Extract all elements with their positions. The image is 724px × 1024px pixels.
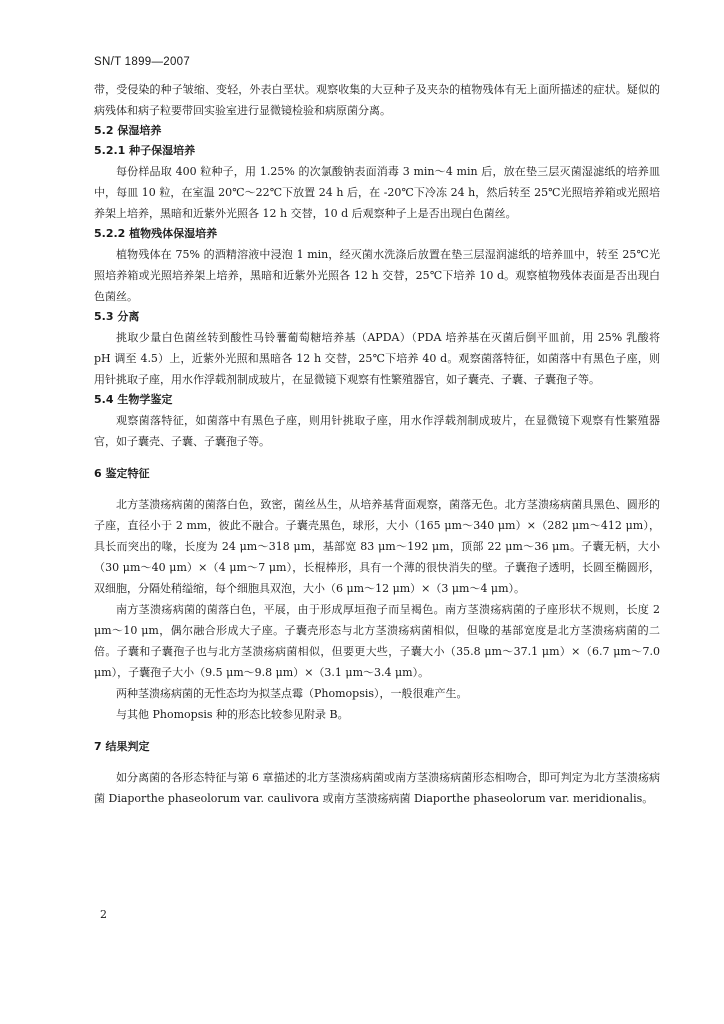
paragraph-7: 如分离菌的各形态特征与第 6 章描述的北方茎溃疡病菌或南方茎溃疡病菌形态相吻合，即可判定为北方茎溃疡病菌 Diaporthe phaseolorum var. caulivora 或南方茎溃疡病菌 Diaporthe phaseolorum var. meridionalis。 [94, 771, 660, 805]
paragraph-6-4: 与其他 Phomopsis 种的形态比较参见附录 B。 [116, 708, 349, 721]
paragraph-6-2: 南方茎溃疡病菌的菌落白色，平展，由于形成厚垣孢子而呈褐色。南方茎溃疡病菌的子座形状不规则，长度 2 μm～10 μm，偶尔融合形成大子座。子囊壳形态与北方茎溃疡病菌相似，但喙的基部宽度是北方茎溃疡病菌的二倍。子囊和子囊孢子也与北方茎溃疡病菌相似，但要更大些，子囊大小（35.8 μm～37.1 μm）×（6.7 μm～7.0 μm），子囊孢子大小（9.5 μm～9.8 μm）×（3.1 μm～3.4 μm）。 [94, 603, 660, 679]
paragraph-6-1: 北方茎溃疡病菌的菌落白色，致密，菌丝丛生，从培养基背面观察，菌落无色。北方茎溃疡病菌具黑色、圆形的子座，直径小于 2 mm，彼此不融合。子囊壳黑色，球形，大小（165 μm～340 μm）×（282 μm～412 μm），具长而突出的喙，长度为 24 μm～318 μm，基部宽 83 μm～192 μm，顶部 22 μm～36 μm。子囊无柄，大小（30 μm～40 μm）×（4 μm～7 μm），长棍棒形，具有一个薄的很快消失的壁。子囊孢子透明，长圆至椭圆形，双细胞，分隔处稍缢缩，每个细胞具双泡，大小（6 μm～12 μm）×（3 μm～4 μm）。 [94, 498, 660, 595]
paragraph-5-2-1: 每份样品取 400 粒种子，用 1.25% 的次氯酸钠表面消毒 3 min～4 min 后，放在垫三层灭菌湿滤纸的培养皿中，每皿 10 粒，在室温 20℃～22℃下放置 24 h 后，在 -20℃下冷冻 24 h，然后转至 25℃光照培养箱或光照培养架上培养，黑暗和近紫外光照各 12 h 交替，10 d 后观察种子上是否出现白色菌丝。 [94, 165, 660, 220]
standard-code-header: SN/T 1899—2007 [94, 56, 191, 68]
continuation-paragraph: 带，受侵染的种子皱缩、变轻，外表白垩状。观察收集的大豆种子及夹杂的植物残体有无上面所描述的症状。疑似的病残体和病子粒要带回实验室进行显微镜检验和病原菌分离。 [94, 83, 660, 117]
paragraph-5-4: 观察菌落特征，如菌落中有黑色子座，则用针挑取子座，用水作浮载剂制成玻片，在显微镜下观察有性繁殖器官，如子囊壳、子囊、子囊孢子等。 [94, 414, 660, 448]
heading-5-2: 5.2 保湿培养 [94, 124, 162, 137]
paragraph-5-3: 挑取少量白色菌丝转到酸性马铃薯葡萄糖培养基（APDA）（PDA 培养基在灭菌后倒平皿前，用 25% 乳酸将 pH 调至 4.5）上，近紫外光照和黑暗各 12 h 交替，25℃下培养 40 d。观察菌落特征，如菌落中有黑色子座，则用针挑取子座，用水作浮载剂制成玻片，在显微镜下观察有性繁殖器官，如子囊壳、子囊、子囊孢子等。 [94, 331, 660, 386]
heading-5-2-1: 5.2.1 种子保湿培养 [94, 144, 196, 157]
paragraph-6-3: 两种茎溃疡病菌的无性态均为拟茎点霉（Phomopsis），一般很难产生。 [116, 687, 468, 700]
heading-5-4: 5.4 生物学鉴定 [94, 393, 173, 406]
document-body [94, 79, 660, 809]
heading-7: 7 结果判定 [94, 740, 150, 753]
page-number: 2 [100, 908, 107, 921]
heading-5-2-2: 5.2.2 植物残体保湿培养 [94, 227, 218, 240]
heading-5-3: 5.3 分离 [94, 310, 140, 323]
paragraph-5-2-2: 植物残体在 75% 的酒精溶液中浸泡 1 min，经灭菌水洗涤后放置在垫三层湿润滤纸的培养皿中，转至 25℃光照培养箱或光照培养架上培养，黑暗和近紫外光照各 12 h 交替，25℃下培养 10 d。观察植物残体表面是否出现白色菌丝。 [94, 248, 660, 303]
heading-6: 6 鉴定特征 [94, 467, 150, 480]
